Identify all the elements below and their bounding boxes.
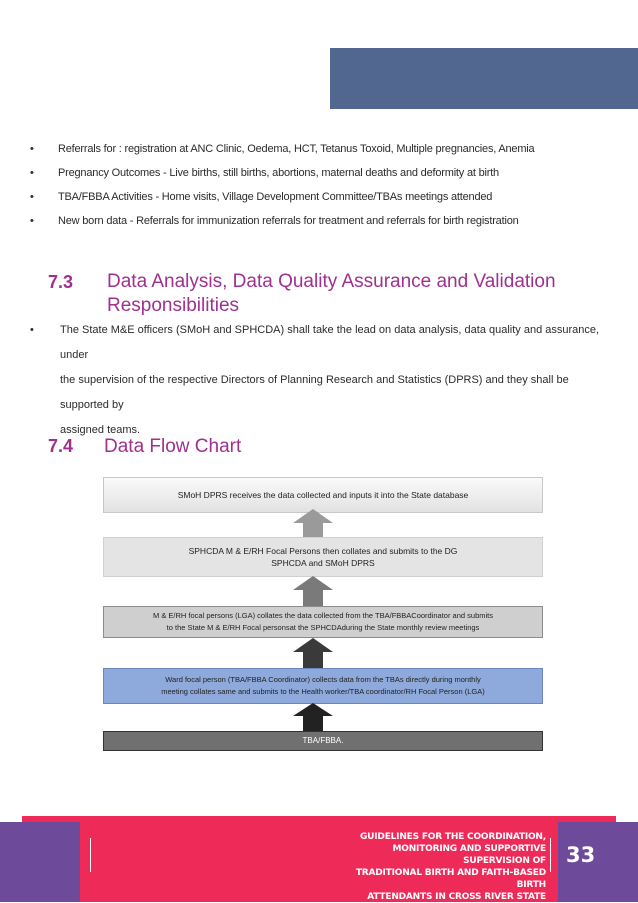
section-title-7-4: Data Flow Chart	[104, 436, 242, 457]
flow-box-lga-focal: M & E/RH focal persons (LGA) collates the data collected from the TBA/FBBACoordinator and submits to the State M & E/RH Focal personsat the SPHCDAduring the State monthly review meetings	[103, 606, 543, 638]
flow-box-tba-fbba: TBA/FBBA.	[103, 731, 543, 751]
list-item: • Referrals for : registration at ANC Clinic, Oedema, HCT, Tetanus Toxoid, Multiple pregnancies, Anemia	[30, 137, 620, 161]
page-number: 33	[566, 843, 596, 867]
bullet-icon: •	[30, 191, 34, 203]
footer-left-block	[0, 822, 80, 902]
paragraph-line: The State M&E officers (SMoH and SPHCDA) shall take the lead on data analysis, data quality and assurance, under	[60, 324, 600, 361]
list-item: • TBA/FBBA Activities - Home visits, Village Development Committee/TBAs meetings attended	[30, 185, 620, 209]
arrow-up-icon	[291, 509, 335, 537]
section-7-3-paragraph	[30, 318, 610, 443]
list-item: • Pregnancy Outcomes - Live births, still births, abortions, maternal deaths and deformity at birth	[30, 161, 620, 185]
bullet-icon: •	[30, 324, 34, 336]
section-title-line: Responsibilities	[107, 295, 240, 316]
flow-box-sphcda: SPHCDA M & E/RH Focal Persons then collates and submits to the DG SPHCDA and SMoH DPRS	[103, 537, 543, 577]
arrow-up-icon	[291, 576, 335, 606]
footer-divider	[550, 838, 551, 872]
paragraph-line: assigned teams.	[60, 424, 141, 436]
section-number-7-3: 7.3	[48, 272, 74, 292]
referral-bullet-list	[30, 137, 620, 233]
bullet-icon: •	[30, 143, 34, 155]
flow-box-ward-focal: Ward focal person (TBA/FBBA Coordinator) collects data from the TBAs directly during monthly meeting collates same and submits to the Health worker/TBA coordinator/RH Focal Person (LGA)	[103, 668, 543, 704]
flow-box-smoh-dprs: SMoH DPRS receives the data collected and inputs it into the State database	[103, 477, 543, 513]
footer-document-title: GUIDELINES FOR THE COORDINATION, MONITORING AND SUPPORTIVE SUPERVISION OF TRADITIONAL BIRTH AND FAITH-BASED BIRTH ATTENDANTS IN CROSS RIVER STATE	[355, 832, 546, 902]
footer-divider	[90, 838, 91, 872]
paragraph-line: the supervision of the respective Directors of Planning Research and Statistics (DPRS) and they shall be supported by	[60, 374, 569, 411]
list-item: • New born data - Referrals for immunization referrals for treatment and referrals for birth registration	[30, 209, 620, 233]
section-title-line: Data Analysis, Data Quality Assurance and Validation	[107, 271, 556, 292]
arrow-up-icon	[291, 703, 335, 731]
section-number-7-4: 7.4	[48, 436, 74, 456]
section-title-7-3	[107, 270, 556, 318]
arrow-up-icon	[291, 638, 335, 668]
header-color-bar	[330, 48, 638, 109]
bullet-icon: •	[30, 167, 34, 179]
bullet-icon: •	[30, 215, 34, 227]
